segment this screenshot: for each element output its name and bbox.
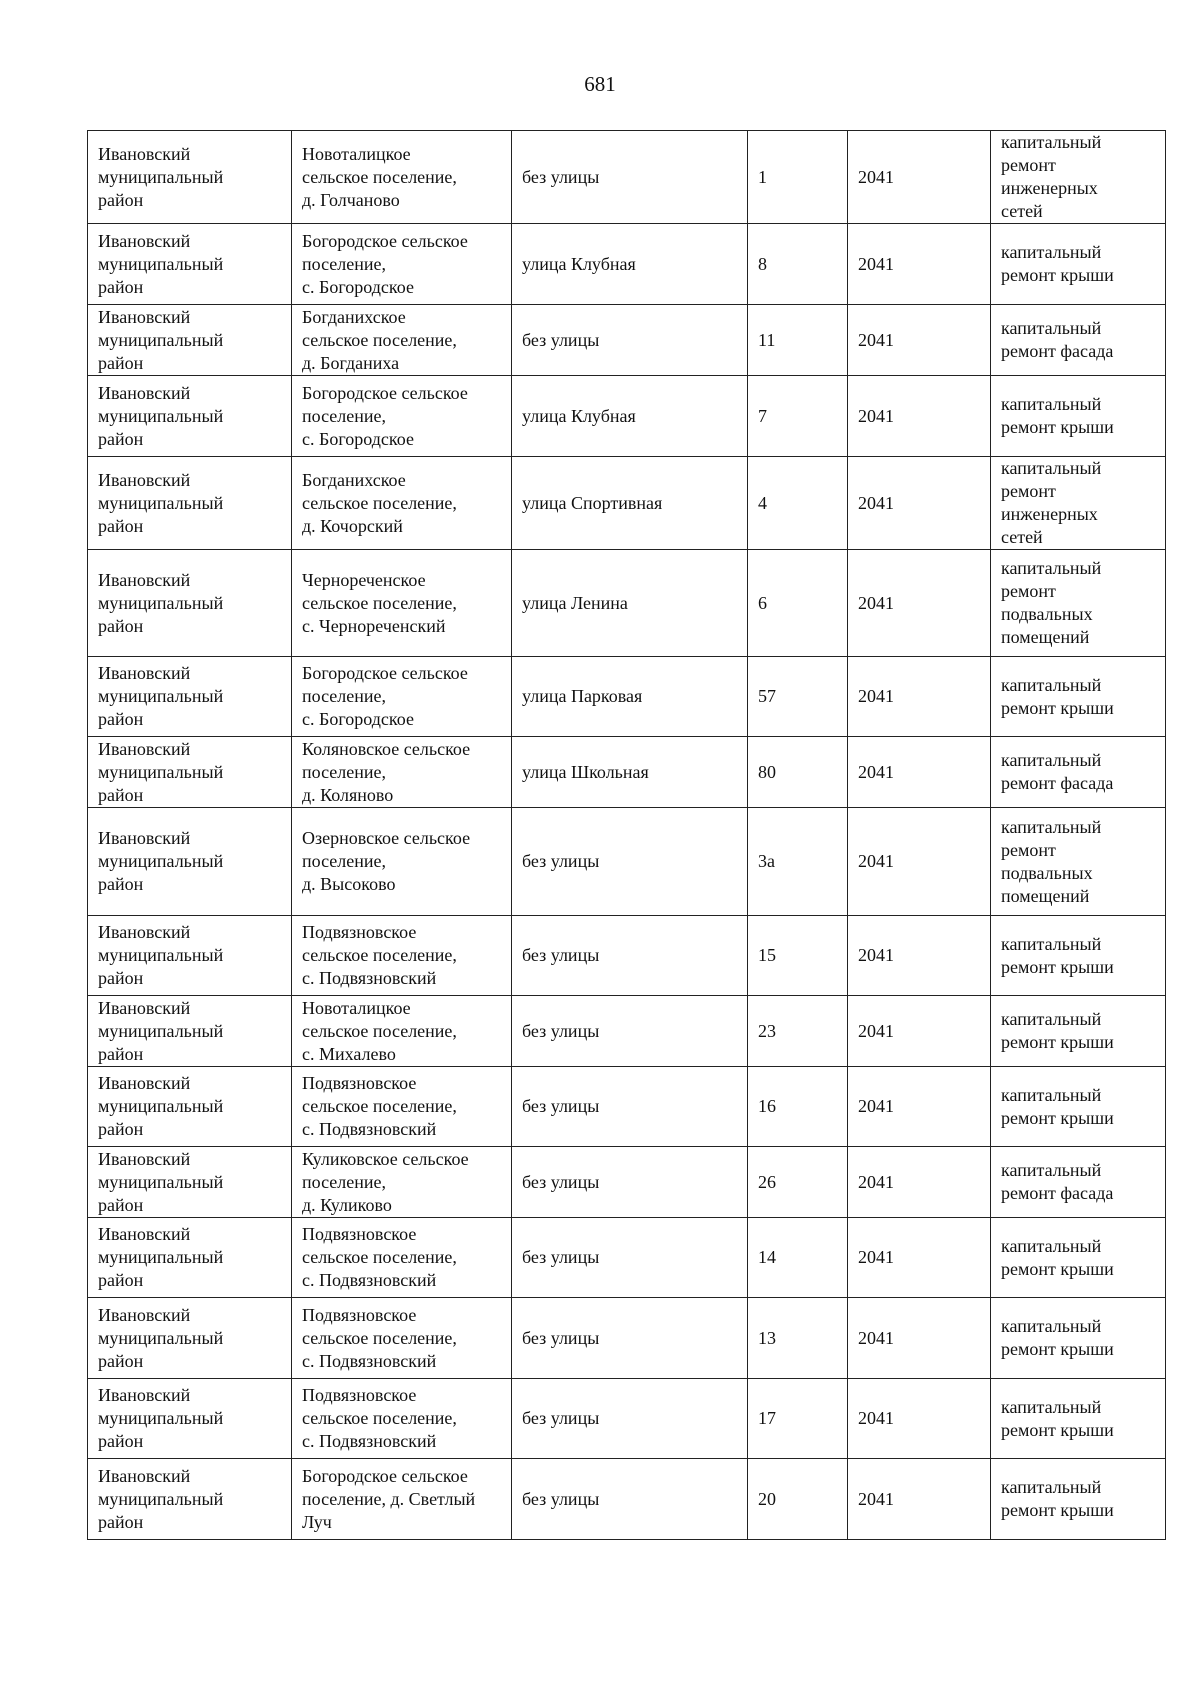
district-cell: Ивановский муниципальный район xyxy=(88,737,292,808)
work-type-cell: капитальный ремонт фасада xyxy=(991,1147,1166,1218)
work-type-cell: капитальный ремонт крыши xyxy=(991,916,1166,996)
house-number-cell: 16 xyxy=(748,1067,848,1147)
district-cell: Ивановский муниципальный район xyxy=(88,1379,292,1459)
work-type-cell: капитальный ремонт подвальных помещений xyxy=(991,550,1166,657)
table-row xyxy=(88,550,1166,657)
house-number-cell: 15 xyxy=(748,916,848,996)
table-row xyxy=(88,376,1166,457)
work-type-cell: капитальный ремонт крыши xyxy=(991,1459,1166,1540)
work-type-cell: капитальный ремонт крыши xyxy=(991,1218,1166,1298)
settlement-cell: Подвязновское сельское поселение, с. Подвязновский xyxy=(292,1379,512,1459)
street-cell: без улицы xyxy=(512,1067,748,1147)
house-number-cell: 14 xyxy=(748,1218,848,1298)
table-row xyxy=(88,1379,1166,1459)
work-type-cell: капитальный ремонт подвальных помещений xyxy=(991,808,1166,916)
year-cell: 2041 xyxy=(848,1379,991,1459)
work-type-cell: капитальный ремонт крыши xyxy=(991,1298,1166,1379)
year-cell: 2041 xyxy=(848,224,991,305)
year-cell: 2041 xyxy=(848,1218,991,1298)
street-cell: улица Клубная xyxy=(512,224,748,305)
house-number-cell: 1 xyxy=(748,131,848,224)
year-cell: 2041 xyxy=(848,457,991,550)
house-number-cell: 7 xyxy=(748,376,848,457)
street-cell: улица Школьная xyxy=(512,737,748,808)
work-type-cell: капитальный ремонт фасада xyxy=(991,737,1166,808)
district-cell: Ивановский муниципальный район xyxy=(88,996,292,1067)
settlement-cell: Богданихское сельское поселение, д. Богданиха xyxy=(292,305,512,376)
year-cell: 2041 xyxy=(848,1067,991,1147)
house-number-cell: 57 xyxy=(748,657,848,737)
work-type-cell: капитальный ремонт крыши xyxy=(991,1379,1166,1459)
street-cell: улица Парковая xyxy=(512,657,748,737)
district-cell: Ивановский муниципальный район xyxy=(88,1298,292,1379)
table-row xyxy=(88,1459,1166,1540)
settlement-cell: Богородское сельское поселение, с. Богородское xyxy=(292,657,512,737)
district-cell: Ивановский муниципальный район xyxy=(88,1147,292,1218)
year-cell: 2041 xyxy=(848,305,991,376)
settlement-cell: Подвязновское сельское поселение, с. Подвязновский xyxy=(292,916,512,996)
settlement-cell: Богородское сельское поселение, с. Богородское xyxy=(292,376,512,457)
work-type-cell: капитальный ремонт инженерных сетей xyxy=(991,457,1166,550)
house-number-cell: 26 xyxy=(748,1147,848,1218)
table-row xyxy=(88,457,1166,550)
table-row xyxy=(88,657,1166,737)
house-number-cell: 8 xyxy=(748,224,848,305)
district-cell: Ивановский муниципальный район xyxy=(88,808,292,916)
settlement-cell: Чернореченское сельское поселение, с. Чернореченский xyxy=(292,550,512,657)
district-cell: Ивановский муниципальный район xyxy=(88,1218,292,1298)
house-number-cell: 13 xyxy=(748,1298,848,1379)
work-type-cell: капитальный ремонт крыши xyxy=(991,1067,1166,1147)
table-row xyxy=(88,1218,1166,1298)
street-cell: без улицы xyxy=(512,1379,748,1459)
table-row xyxy=(88,737,1166,808)
table-row xyxy=(88,305,1166,376)
street-cell: без улицы xyxy=(512,916,748,996)
settlement-cell: Коляновское сельское поселение, д. Коляново xyxy=(292,737,512,808)
year-cell: 2041 xyxy=(848,737,991,808)
work-type-cell: капитальный ремонт инженерных сетей xyxy=(991,131,1166,224)
settlement-cell: Богородское сельское поселение, с. Богородское xyxy=(292,224,512,305)
table-row xyxy=(88,808,1166,916)
district-cell: Ивановский муниципальный район xyxy=(88,1459,292,1540)
district-cell: Ивановский муниципальный район xyxy=(88,376,292,457)
table-row xyxy=(88,1147,1166,1218)
table-body xyxy=(88,131,1166,1540)
page-number: 681 xyxy=(584,72,616,96)
table-row xyxy=(88,1298,1166,1379)
street-cell: без улицы xyxy=(512,996,748,1067)
street-cell: улица Клубная xyxy=(512,376,748,457)
street-cell: улица Ленина xyxy=(512,550,748,657)
house-number-cell: 80 xyxy=(748,737,848,808)
district-cell: Ивановский муниципальный район xyxy=(88,550,292,657)
settlement-cell: Куликовское сельское поселение, д. Куликово xyxy=(292,1147,512,1218)
street-cell: без улицы xyxy=(512,305,748,376)
table-row xyxy=(88,916,1166,996)
year-cell: 2041 xyxy=(848,996,991,1067)
house-number-cell: 17 xyxy=(748,1379,848,1459)
street-cell: без улицы xyxy=(512,1459,748,1540)
street-cell: без улицы xyxy=(512,1218,748,1298)
work-type-cell: капитальный ремонт фасада xyxy=(991,305,1166,376)
street-cell: без улицы xyxy=(512,808,748,916)
repair-schedule-table xyxy=(87,130,1166,1540)
table-row xyxy=(88,224,1166,305)
district-cell: Ивановский муниципальный район xyxy=(88,1067,292,1147)
table-row xyxy=(88,131,1166,224)
settlement-cell: Новоталицкое сельское поселение, с. Михалево xyxy=(292,996,512,1067)
district-cell: Ивановский муниципальный район xyxy=(88,657,292,737)
settlement-cell: Новоталицкое сельское поселение, д. Голчаново xyxy=(292,131,512,224)
table-row xyxy=(88,1067,1166,1147)
house-number-cell: 3а xyxy=(748,808,848,916)
settlement-cell: Подвязновское сельское поселение, с. Подвязновский xyxy=(292,1067,512,1147)
year-cell: 2041 xyxy=(848,1298,991,1379)
work-type-cell: капитальный ремонт крыши xyxy=(991,996,1166,1067)
work-type-cell: капитальный ремонт крыши xyxy=(991,224,1166,305)
work-type-cell: капитальный ремонт крыши xyxy=(991,376,1166,457)
year-cell: 2041 xyxy=(848,1459,991,1540)
house-number-cell: 20 xyxy=(748,1459,848,1540)
house-number-cell: 23 xyxy=(748,996,848,1067)
settlement-cell: Озерновское сельское поселение, д. Высоково xyxy=(292,808,512,916)
year-cell: 2041 xyxy=(848,550,991,657)
street-cell: без улицы xyxy=(512,131,748,224)
house-number-cell: 11 xyxy=(748,305,848,376)
house-number-cell: 6 xyxy=(748,550,848,657)
street-cell: без улицы xyxy=(512,1298,748,1379)
house-number-cell: 4 xyxy=(748,457,848,550)
year-cell: 2041 xyxy=(848,916,991,996)
settlement-cell: Богданихское сельское поселение, д. Кочорский xyxy=(292,457,512,550)
year-cell: 2041 xyxy=(848,657,991,737)
table-row xyxy=(88,996,1166,1067)
district-cell: Ивановский муниципальный район xyxy=(88,224,292,305)
settlement-cell: Подвязновское сельское поселение, с. Подвязновский xyxy=(292,1218,512,1298)
settlement-cell: Богородское сельское поселение, д. Светлый Луч xyxy=(292,1459,512,1540)
district-cell: Ивановский муниципальный район xyxy=(88,916,292,996)
year-cell: 2041 xyxy=(848,1147,991,1218)
district-cell: Ивановский муниципальный район xyxy=(88,131,292,224)
district-cell: Ивановский муниципальный район xyxy=(88,457,292,550)
year-cell: 2041 xyxy=(848,808,991,916)
year-cell: 2041 xyxy=(848,131,991,224)
year-cell: 2041 xyxy=(848,376,991,457)
work-type-cell: капитальный ремонт крыши xyxy=(991,657,1166,737)
district-cell: Ивановский муниципальный район xyxy=(88,305,292,376)
settlement-cell: Подвязновское сельское поселение, с. Подвязновский xyxy=(292,1298,512,1379)
street-cell: улица Спортивная xyxy=(512,457,748,550)
street-cell: без улицы xyxy=(512,1147,748,1218)
